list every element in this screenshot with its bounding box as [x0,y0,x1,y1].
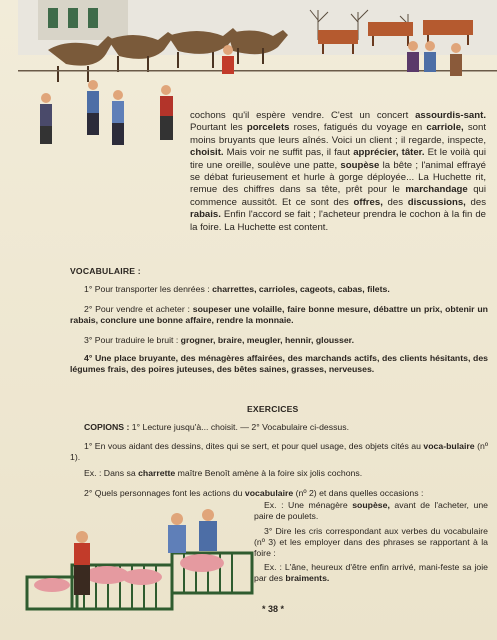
vocab-item-3 [70,335,488,346]
text-run: des [382,196,408,208]
text-run: soupeser une volaille, faire bonne mesure, débattre un prix, obtenir un rabais, conclure une bonne affaire, rendre la monnaie. [70,304,488,326]
exercise-1 [70,441,488,463]
text-run: voca-bulaire [423,441,475,451]
text-run: Et le voilà qui tire une oreille, soulève une patte, [190,147,486,171]
text-run: Pourtant les [190,122,247,134]
exercise-1-example [84,468,488,479]
text-run: apprécier, tâter. [353,147,425,159]
text-run: 3° Pour traduire le bruit : [84,335,181,345]
text-run: offres, [353,196,383,208]
text-run: porcelets [246,122,290,134]
text-run: discussions, [407,196,466,208]
text-run: rabais. [190,209,221,221]
text-run: sont moins bruyants que leurs aînés. Voici un client ; il regarde, inspecte, [190,122,486,146]
text-run: soupèse [340,159,380,171]
text-run: maître Benoît amène à la foire six jolis cochons. [175,468,363,478]
text-run: braiments. [285,573,330,584]
text-run: 1° En vous aidant des dessins, dites qui se sert, et pour quel usage, des objets cités au [84,441,424,451]
text-run: 2° Pour vendre et acheter : [84,304,193,314]
text-run: (nº 2) et dans quelles occasions : [293,488,424,498]
text-run: charrette [138,468,176,478]
page-number: * 38 * [262,604,285,614]
text-run: qui commence aussitôt. Et ce sont des [190,184,487,208]
text-run: grogner, braire, meugler, hennir, glousser. [180,335,354,345]
text-run: soupèse, [352,500,390,510]
text-run: cochons qu'il espère vendre. C'est un concert [190,110,416,121]
exercise-2 [84,488,488,499]
text-run: avant de l'acheter, une paire de poulets. [254,500,488,522]
vocabulaire-heading: VOCABULAIRE : [70,266,141,276]
exercise-3-example [254,562,488,584]
exercise-3 [254,526,488,560]
text-run: charrettes, carrioles, cageots, cabas, filets. [212,284,390,294]
vocab-item-4 [70,353,488,375]
text-run: marchandage [405,184,468,196]
text-run: assourdis-sant. [415,110,486,121]
text-run: choisit. [190,147,224,159]
text-run: Mais voir ne suffit pas, il faut [223,147,354,159]
text-run: 2° Quels personnages font les actions du [84,488,245,498]
vocab-item-1 [70,284,488,295]
text-run: roses, fatigués du voyage en [289,122,427,134]
text-run: Ex. : Une ménagère [264,500,353,510]
text-run: Ex. : Dans sa [84,468,139,478]
text-run: (nº 1). [70,441,488,463]
text-run: carriole, [426,122,464,134]
text-run: Ex. : L'âne, heureux d'être enfin arrivé, mani-feste sa joie par des [254,562,488,584]
text-run: 4° Une place bruyante, des ménagères affairées, des marchands actifs, des clients hésitants, des légumes frais, des poires juteuses, des bêtes saines, grasses, nerveuses. [70,353,488,375]
text-run: COPIONS : [84,422,132,432]
text-run: 1° Pour transporter les denrées : [84,284,213,294]
text-run: 1° Lecture jusqu'à... choisit. — 2° Vocabulaire ci-dessus. [131,422,350,432]
pig-market-illustration [22,505,260,617]
story-paragraph [190,110,486,234]
copions-line [84,422,488,433]
text-run: 3° Dire les cris correspondant aux verbes du vocabulaire (nº 3) et les employer dans des phrases se rapportant à la foire : [254,526,488,559]
text-run: vocabulaire [244,488,294,498]
exercices-heading: EXERCICES [247,404,299,414]
text-run: Enfin l'accord se fait ; l'acheteur prendra le cochon à la fin de la foire. La Huchette est content. [190,209,486,233]
vocab-item-2 [70,304,488,326]
text-run: la bête ; l'animal effrayé se débat furieusement et hurle à gorge déployée... La Huchette rit, remue des chiffres dans sa tête, prêt pour le [190,159,486,196]
text-run: des [465,196,486,208]
exercise-2-example [254,500,488,522]
